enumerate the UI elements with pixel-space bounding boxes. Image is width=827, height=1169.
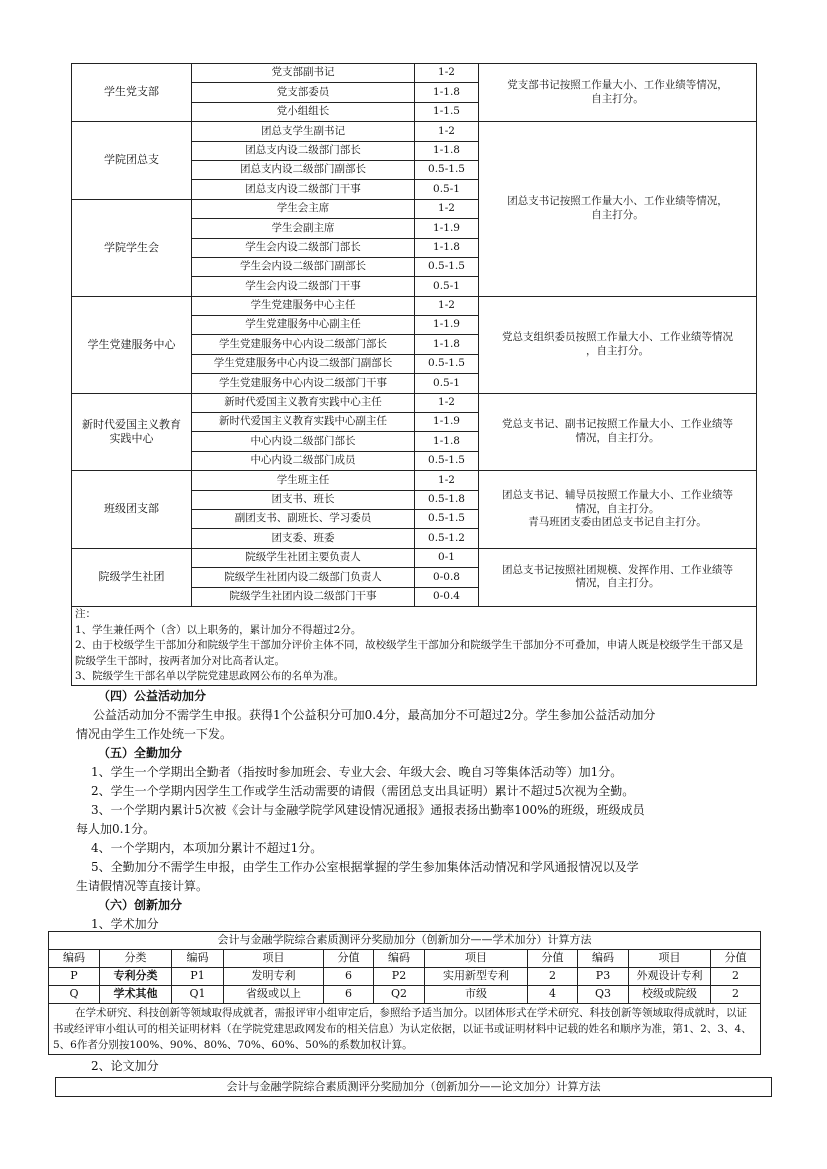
score-range-cell: 0-0.8 — [415, 568, 479, 587]
position-cell: 团总支学生副书记 — [192, 122, 415, 141]
score-range-cell: 1-1.8 — [415, 141, 479, 160]
position-cell: 新时代爱国主义教育实践中心副主任 — [192, 413, 415, 432]
score-range-cell: 0-1 — [415, 548, 479, 567]
list-item: 生请假情况等直接计算。 — [76, 879, 209, 893]
paper-bonus-table — [55, 1077, 772, 1097]
position-cell: 新时代爱国主义教育实践中心主任 — [192, 393, 415, 412]
section-heading: （六）创新加分 — [98, 898, 183, 912]
table-title: 会计与金融学院综合素质测评分奖励加分（创新加分——论文加分）计算方法 — [56, 1078, 772, 1097]
cell: 2 — [528, 968, 578, 986]
note-item: 2、由于校级学生干部加分和院级学生干部加分评价主体不同，故校级学生干部加分和院级学生干部加分不可叠加，申请人既是校级学生干部又是院级学生干部时，按两者加分对比高者认定。 — [75, 639, 744, 667]
score-range-cell: 1-1.9 — [415, 316, 479, 335]
position-cell: 副团支书、副班长、学习委员 — [192, 509, 415, 528]
category-class-league-branch: 班级团支部 — [72, 471, 192, 549]
position-cell: 学生党建服务中心内设二级部门干事 — [192, 374, 415, 393]
cell: 市级 — [425, 986, 528, 1004]
cell: 发明专利 — [224, 968, 324, 986]
position-cell: 团总支内设二级部门部长 — [192, 141, 415, 160]
position-cell: 学生党建服务中心内设二级部门副部长 — [192, 354, 415, 373]
column-header: 编码 — [374, 950, 425, 968]
position-cell: 中心内设二级部门部长 — [192, 432, 415, 451]
list-item: 每人加0.1分。 — [76, 822, 156, 836]
cell: 4 — [528, 986, 578, 1004]
position-cell: 团总支内设二级部门干事 — [192, 180, 415, 199]
scoring-description: 党支部书记按照工作量大小、工作业绩等情况， 自主打分。 — [479, 64, 757, 122]
table-title: 会计与金融学院综合素质测评分奖励加分（创新加分——学术加分）计算方法 — [49, 932, 761, 950]
table-header-row — [49, 950, 761, 968]
score-range-cell: 1-2 — [415, 64, 479, 83]
score-range-cell: 1-2 — [415, 199, 479, 218]
score-range-cell: 0.5-1 — [415, 277, 479, 296]
score-range-cell: 1-2 — [415, 122, 479, 141]
list-item: 3、一个学期内累计5次被《会计与金融学院学风建设情况通报》通报表扬出勤率100%的班级，班级成员 — [91, 803, 645, 817]
position-cell: 学生会副主席 — [192, 219, 415, 238]
category-youth-league: 学院团总支 — [72, 122, 192, 200]
score-range-cell: 1-2 — [415, 296, 479, 315]
score-range-cell: 0.5-1.5 — [415, 509, 479, 528]
section-heading: （四）公益活动加分 — [98, 689, 207, 703]
cell: 2 — [711, 968, 761, 986]
cell: Q2 — [374, 986, 425, 1004]
category-party-branch: 学生党支部 — [72, 64, 192, 122]
position-cell: 团支书、班长 — [192, 490, 415, 509]
position-cell: 学生班主任 — [192, 471, 415, 490]
category-student-clubs: 院级学生社团 — [72, 548, 192, 606]
cell: 学术其他 — [100, 986, 172, 1004]
note-item: 3、院级学生干部名单以学院党建思政网公布的名单为准。 — [75, 670, 345, 683]
score-range-cell: 0.5-1.2 — [415, 529, 479, 548]
position-cell: 中心内设二级部门成员 — [192, 451, 415, 470]
score-range-cell: 0.5-1.5 — [415, 354, 479, 373]
column-header: 分值 — [528, 950, 578, 968]
academic-bonus-table — [48, 931, 761, 1055]
position-cell: 学生会内设二级部门部长 — [192, 238, 415, 257]
position-cell: 团总支内设二级部门副部长 — [192, 160, 415, 179]
column-header: 分值 — [324, 950, 374, 968]
cell: P1 — [172, 968, 224, 986]
position-cell: 学生党建服务中心副主任 — [192, 316, 415, 335]
score-range-cell: 0.5-1.5 — [415, 160, 479, 179]
cell: 校级或院级 — [629, 986, 711, 1004]
scoring-description: 党总支书记、副书记按照工作量大小、工作业绩等 情况，自主打分。 — [479, 393, 757, 471]
position-cell: 学生会内设二级部门干事 — [192, 277, 415, 296]
list-item: 2、学生一个学期内因学生工作或学生活动需要的请假（需团总支出具证明）累计不超过5次视为全勤。 — [91, 784, 635, 798]
note-label: 注： — [75, 607, 96, 620]
list-item: 1、学生一个学期出全勤者（指按时参加班会、专业大会、年级大会、晚自习等集体活动等）加1分。 — [91, 765, 623, 779]
score-range-cell: 1-1.8 — [415, 335, 479, 354]
body-text — [76, 687, 761, 934]
column-header: 分类 — [100, 950, 172, 968]
list-item: 4、一个学期内，本项加分累计不超过1分。 — [91, 841, 323, 855]
column-header: 编码 — [172, 950, 224, 968]
column-header: 项目 — [629, 950, 711, 968]
list-item: 5、全勤加分不需学生申报，由学生工作办公室根据掌握的学生参加集体活动情况和学风通报情况以及学 — [91, 860, 639, 874]
position-cell: 党支部委员 — [192, 83, 415, 102]
score-range-cell: 1-1.9 — [415, 219, 479, 238]
scoring-description: 团总支书记按照社团规模、发挥作用、工作业绩等 情况，自主打分。 — [479, 548, 757, 606]
table-row — [49, 968, 761, 986]
cell: Q1 — [172, 986, 224, 1004]
column-header: 分值 — [711, 950, 761, 968]
column-header: 编码 — [578, 950, 629, 968]
cell: 专利分类 — [100, 968, 172, 986]
score-range-cell: 0.5-1.8 — [415, 490, 479, 509]
table-notes — [72, 606, 757, 685]
cell: Q — [49, 986, 100, 1004]
score-range-cell: 0.5-1.5 — [415, 451, 479, 470]
category-party-service-center: 学生党建服务中心 — [72, 296, 192, 393]
table-description: 在学术研究、科技创新等领域取得成就者，需报评审小组审定后，参照给予适当加分。以团体形式在学术研究、科技创新等领域取得成就时，以证书或经评审小组认可的相关证明材料（在学院党建思政网发布的相关信息）为认定依据，以证书或证明材料中记载的姓名和顺序为准，第1、2、3、4、5、6作者分别按100%、90%、80%、70%、60%、50%的系数加权计算。 — [49, 1004, 761, 1055]
position-cell: 党小组组长 — [192, 102, 415, 121]
score-range-cell: 0-0.4 — [415, 587, 479, 606]
score-range-cell: 1-2 — [415, 393, 479, 412]
score-range-cell: 1-1.9 — [415, 413, 479, 432]
subsection-heading: 1、学术加分 — [91, 917, 159, 931]
position-cell: 学生党建服务中心内设二级部门部长 — [192, 335, 415, 354]
cell: 省级或以上 — [224, 986, 324, 1004]
score-range-cell: 1-1.8 — [415, 83, 479, 102]
cell: 2 — [711, 986, 761, 1004]
score-range-cell: 1-1.8 — [415, 432, 479, 451]
score-range-cell: 0.5-1 — [415, 180, 479, 199]
paragraph-line: 公益活动加分不需学生申报。获得1个公益积分可加0.4分，最高加分不可超过2分。学生参加公益活动加分 — [93, 708, 656, 722]
category-patriotic-education-center: 新时代爱国主义教育 实践中心 — [72, 393, 192, 471]
cell: 实用新型专利 — [425, 968, 528, 986]
note-item: 1、学生兼任两个（含）以上职务的，累计加分不得超过2分。 — [75, 623, 362, 636]
position-cell: 党支部副书记 — [192, 64, 415, 83]
position-cell: 学生会内设二级部门副部长 — [192, 257, 415, 276]
cell: P — [49, 968, 100, 986]
score-range-cell: 1-2 — [415, 471, 479, 490]
scoring-description: 团总支书记、辅导员按照工作量大小、工作业绩等 情况，自主打分。 青马班团支委由团总支书记自主打分。 — [479, 471, 757, 549]
column-header: 项目 — [425, 950, 528, 968]
column-header: 项目 — [224, 950, 324, 968]
position-cell: 院级学生社团主要负责人 — [192, 548, 415, 567]
cell: P2 — [374, 968, 425, 986]
score-range-cell: 0.5-1 — [415, 374, 479, 393]
position-cell: 院级学生社团内设二级部门负责人 — [192, 568, 415, 587]
score-range-cell: 1-1.5 — [415, 102, 479, 121]
column-header: 编码 — [49, 950, 100, 968]
subsection-heading: 2、论文加分 — [91, 1059, 159, 1073]
scoring-description: 团总支书记按照工作量大小、工作业绩等情况， 自主打分。 — [479, 122, 757, 297]
cadre-score-table — [71, 63, 757, 686]
position-cell: 院级学生社团内设二级部门干事 — [192, 587, 415, 606]
score-range-cell: 0.5-1.5 — [415, 257, 479, 276]
position-cell: 学生会主席 — [192, 199, 415, 218]
cell: 外观设计专利 — [629, 968, 711, 986]
table-row — [49, 986, 761, 1004]
paragraph-line: 情况由学生工作处统一下发。 — [76, 727, 233, 741]
cell: P3 — [578, 968, 629, 986]
cell: 6 — [324, 986, 374, 1004]
scoring-description: 党总支组织委员按照工作量大小、工作业绩等情况 ，自主打分。 — [479, 296, 757, 393]
position-cell: 团支委、班委 — [192, 529, 415, 548]
score-range-cell: 1-1.8 — [415, 238, 479, 257]
cell: Q3 — [578, 986, 629, 1004]
section-heading: （五）全勤加分 — [98, 746, 183, 760]
position-cell: 学生党建服务中心主任 — [192, 296, 415, 315]
cell: 6 — [324, 968, 374, 986]
category-student-union: 学院学生会 — [72, 199, 192, 296]
